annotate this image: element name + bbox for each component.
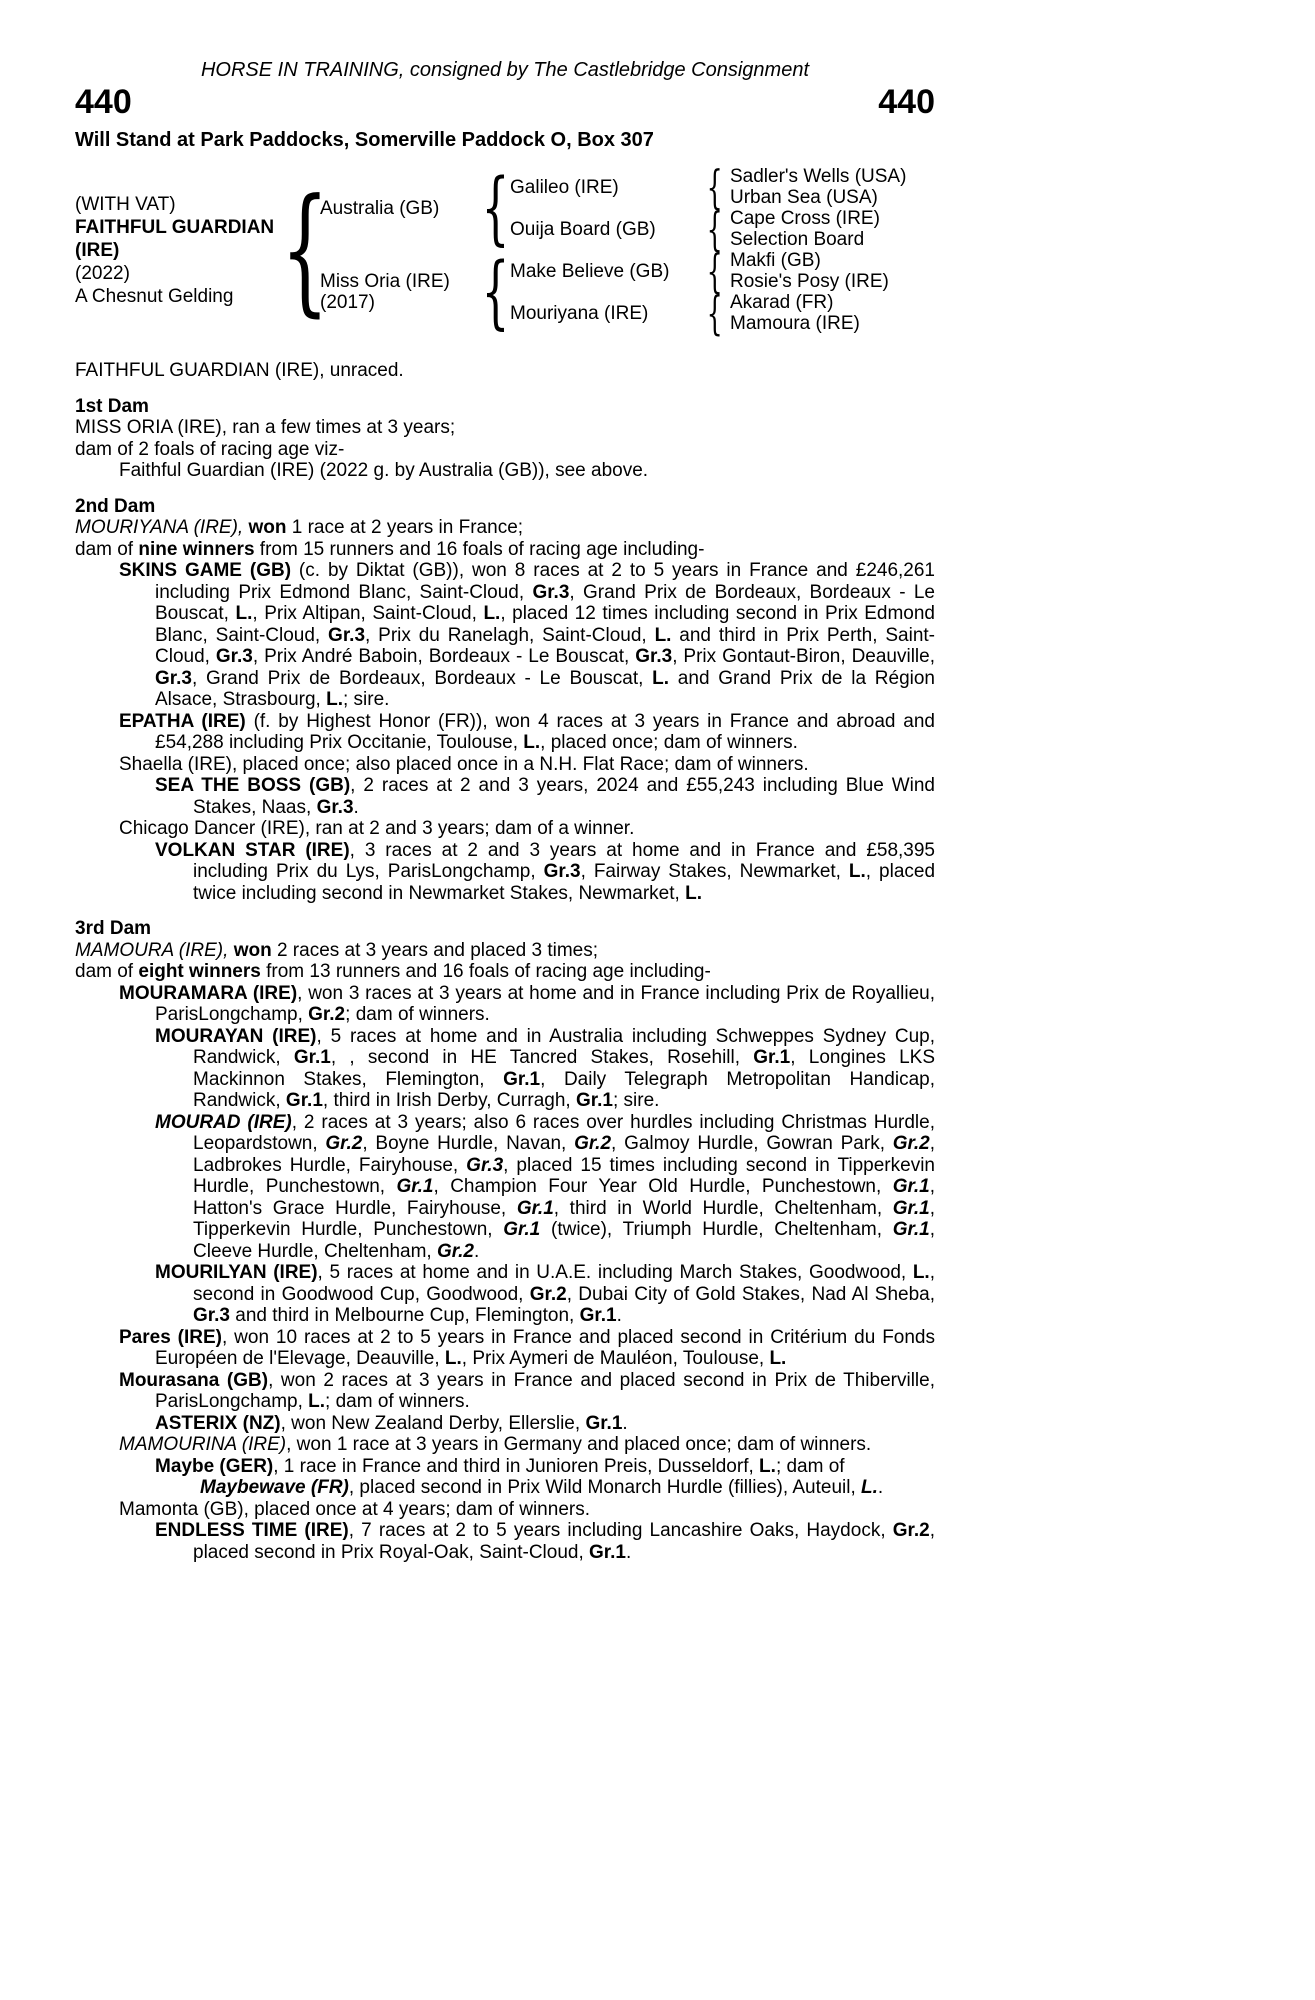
grandparent-2: Ouija Board (GB) — [510, 218, 656, 240]
endless-time-entry: ENDLESS TIME (IRE), 7 races at 2 to 5 years including Lancashire Oaks, Haydock, Gr.2, placed second in Prix Royal-Oak, Saint-Cloud, Gr.1. — [155, 1520, 935, 1563]
mouriyana-produce-intro: dam of nine winners from 15 runners and 16 foals of racing age including- — [75, 538, 705, 560]
great-grandparent-6: Rosie's Posy (IRE) — [730, 271, 889, 292]
horse-name: FAITHFUL GUARDIAN (IRE) — [75, 216, 275, 261]
brace-icon: { — [706, 202, 724, 256]
mourad-entry: MOURAD (IRE), 2 races at 3 years; also 6 races over hurdles including Christmas Hurdle, Leopardstown, Gr.2, Boyne Hurdle, Navan, Gr.2, Galmoy Hurdle, Gowran Park, Gr.2, Ladbrokes Hurdle, Fairyhouse, Gr.3, placed 15 times including second in Tipperkevin Hurdle, Punchestown, Gr.1, Champion Four Year Old Hurdle, Punchestown, Gr.1, Hatton's Grace Hurdle, Fairyhouse, Gr.1, third in World Hurdle, Cheltenham, Gr.1, Tipperkevin Hurdle, Punchestown, Gr.1 (twice), Triumph Hurdle, Cheltenham, Gr.1, Cleeve Hurdle, Cheltenham, Gr.2. — [155, 1111, 936, 1262]
brace-icon: { — [481, 245, 509, 338]
miss-oria-entry: MISS ORIA (IRE), ran a few times at 3 years; — [75, 417, 456, 438]
pares-entry: Pares (IRE), won 10 races at 2 to 5 years in France and placed second in Critérium du Fonds Européen de l'Elevage, Deauville, L., Prix Aymeri de Mauléon, Toulouse, L. — [119, 1326, 936, 1369]
mouramara-entry: MOURAMARA (IRE), won 3 races at 3 years at home and in France including Prix de Royallieu, ParisLongchamp, Gr.2; dam of winners. — [119, 982, 935, 1025]
maybewave-entry: Maybewave (FR), placed second in Prix Wild Monarch Hurdle (fillies), Auteuil, L.. — [200, 1477, 884, 1498]
mamoura-entry: MAMOURA (IRE), won 2 races at 3 years and placed 3 times; — [75, 939, 599, 961]
volkan-star-entry: VOLKAN STAR (IRE), 3 races at 2 and 3 years at home and in France and £58,395 including Prix du Lys, ParisLongchamp, Gr.3, Fairway Stakes, Newmarket, L., placed twice including second in Newmarket Stakes, Newmarket, L. — [155, 839, 936, 904]
chicago-dancer-entry: Chicago Dancer (IRE), ran at 2 and 3 years; dam of a winner. — [119, 818, 635, 839]
epatha-entry: EPATHA (IRE) (f. by Highest Honor (FR)), won 4 races at 3 years in France and abroad and £54,288 including Prix Occitanie, Toulouse, L., placed once; dam of winners. — [119, 710, 935, 753]
mamoura-produce-intro: dam of eight winners from 13 runners and 16 foals of racing age including- — [75, 961, 711, 982]
brace-icon: { — [706, 244, 724, 298]
mamourina-entry: MAMOURINA (IRE), won 1 race at 3 years in Germany and placed once; dam of winners. — [119, 1434, 872, 1455]
great-grandparent-4: Selection Board — [730, 229, 865, 250]
vat-note: (WITH VAT) — [75, 193, 176, 215]
sea-the-boss-entry: SEA THE BOSS (GB), 2 races at 2 and 3 years, 2024 and £55,243 including Blue Wind Stakes, Naas, Gr.3. — [155, 775, 935, 818]
mourilyan-entry: MOURILYAN (IRE), 5 races at home and in U.A.E. including March Stakes, Goodwood, L., second in Goodwood Cup, Goodwood, Gr.2, Dubai City of Gold Stakes, Nad Al Sheba, Gr.3 and third in Melbourne Cup, Flemington, Gr.1. — [155, 1262, 935, 1326]
consignment-header: HORSE IN TRAINING, consigned by The Castlebridge Consignment — [200, 59, 810, 81]
horse-race-record: FAITHFUL GUARDIAN (IRE), unraced. — [75, 360, 404, 381]
shaella-entry: Shaella (IRE), placed once; also placed once in a N.H. Flat Race; dam of winners. — [119, 753, 809, 775]
lot-number-left: 440 — [75, 83, 132, 121]
brace-icon: { — [280, 169, 330, 330]
skins-game-entry: SKINS GAME (GB) (c. by Diktat (GB)), won 8 races at 2 to 5 years in France and £246,261 including Prix Edmond Blanc, Saint-Cloud, Gr.3, Grand Prix de Bordeaux, Bordeaux - Le Bouscat, L., Prix Altipan, Saint-Cloud, L., placed 12 times including second in Prix Edmond Blanc, Saint-Cloud, Gr.3, Prix du Ranelagh, Saint-Cloud, L. and third in Prix Perth, Saint-Cloud, Gr.3, Prix André Baboin, Bordeaux - Le Bouscat, Gr.3, Prix Gontaut-Biron, Deauville, Gr.3, Grand Prix de Bordeaux, Bordeaux - Le Bouscat, L. and Grand Prix de la Région Alsace, Strasbourg, L.; sire. — [119, 560, 936, 710]
great-grandparent-2: Urban Sea (USA) — [730, 187, 878, 208]
pedigree-table — [75, 160, 935, 340]
stand-location: Will Stand at Park Paddocks, Somerville Paddock O, Box 307 — [75, 129, 654, 151]
mouriyana-entry: MOURIYANA (IRE), won 1 race at 2 years in France; — [75, 517, 524, 538]
content-column — [75, 0, 935, 1563]
third-dam-heading: 3rd Dam — [75, 918, 152, 939]
second-dam-heading: 2nd Dam — [75, 495, 156, 517]
sire-cell — [320, 166, 480, 250]
horse-colour-sex: A Chesnut Gelding — [75, 285, 234, 307]
brace-icon: { — [706, 160, 724, 214]
brace-icon: { — [481, 161, 509, 254]
dam-year: (2017) — [320, 292, 375, 313]
mamonta-entry: Mamonta (GB), placed once at 4 years; dam of winners. — [119, 1498, 590, 1520]
lot-number-right: 440 — [878, 83, 935, 121]
mourasana-entry: Mourasana (GB), won 2 races at 3 years in France and placed second in Prix de Thiberville, ParisLongchamp, L.; dam of winners. — [119, 1369, 935, 1412]
first-dam-heading: 1st Dam — [75, 395, 149, 417]
asterix-entry: ASTERIX (NZ), won New Zealand Derby, Ellerslie, Gr.1. — [155, 1412, 628, 1434]
faithful-guardian-produce: Faithful Guardian (IRE) (2022 g. by Australia (GB)), see above. — [119, 460, 649, 481]
great-grandparent-5: Makfi (GB) — [730, 250, 821, 271]
sire-name: Australia (GB) — [320, 197, 440, 219]
great-grandparent-8: Mamoura (IRE) — [730, 313, 860, 334]
great-grandparent-7: Akarad (FR) — [730, 292, 834, 313]
dam-name: Miss Oria (IRE) — [320, 271, 450, 292]
horse-year-foaled: (2022) — [75, 262, 130, 284]
great-grandparent-1: Sadler's Wells (USA) — [730, 166, 907, 187]
grandparent-3: Make Believe (GB) — [510, 260, 670, 282]
mourayan-entry: MOURAYAN (IRE), 5 races at home and in Australia including Schweppes Sydney Cup, Randwick, Gr.1, , second in HE Tancred Stakes, Rosehill, Gr.1, Longines LKS Mackinnon Stakes, Flemington, Gr.1, Daily Telegraph Metropolitan Handicap, Randwick, Gr.1, third in Irish Derby, Curragh, Gr.1; sire. — [155, 1025, 936, 1111]
dam-cell — [320, 250, 480, 334]
grandparent-1: Galileo (IRE) — [510, 176, 619, 198]
grandparent-4: Mouriyana (IRE) — [510, 302, 649, 324]
lot-number-row — [75, 84, 935, 120]
miss-oria-produce-intro: dam of 2 foals of racing age viz- — [75, 438, 345, 460]
great-grandparent-3: Cape Cross (IRE) — [730, 208, 880, 229]
horse-details — [75, 166, 290, 334]
maybe-entry: Maybe (GER), 1 race in France and third in Junioren Preis, Dusseldorf, L.; dam of — [155, 1455, 845, 1477]
produce-record — [75, 360, 935, 1563]
brace-icon: { — [706, 286, 724, 340]
